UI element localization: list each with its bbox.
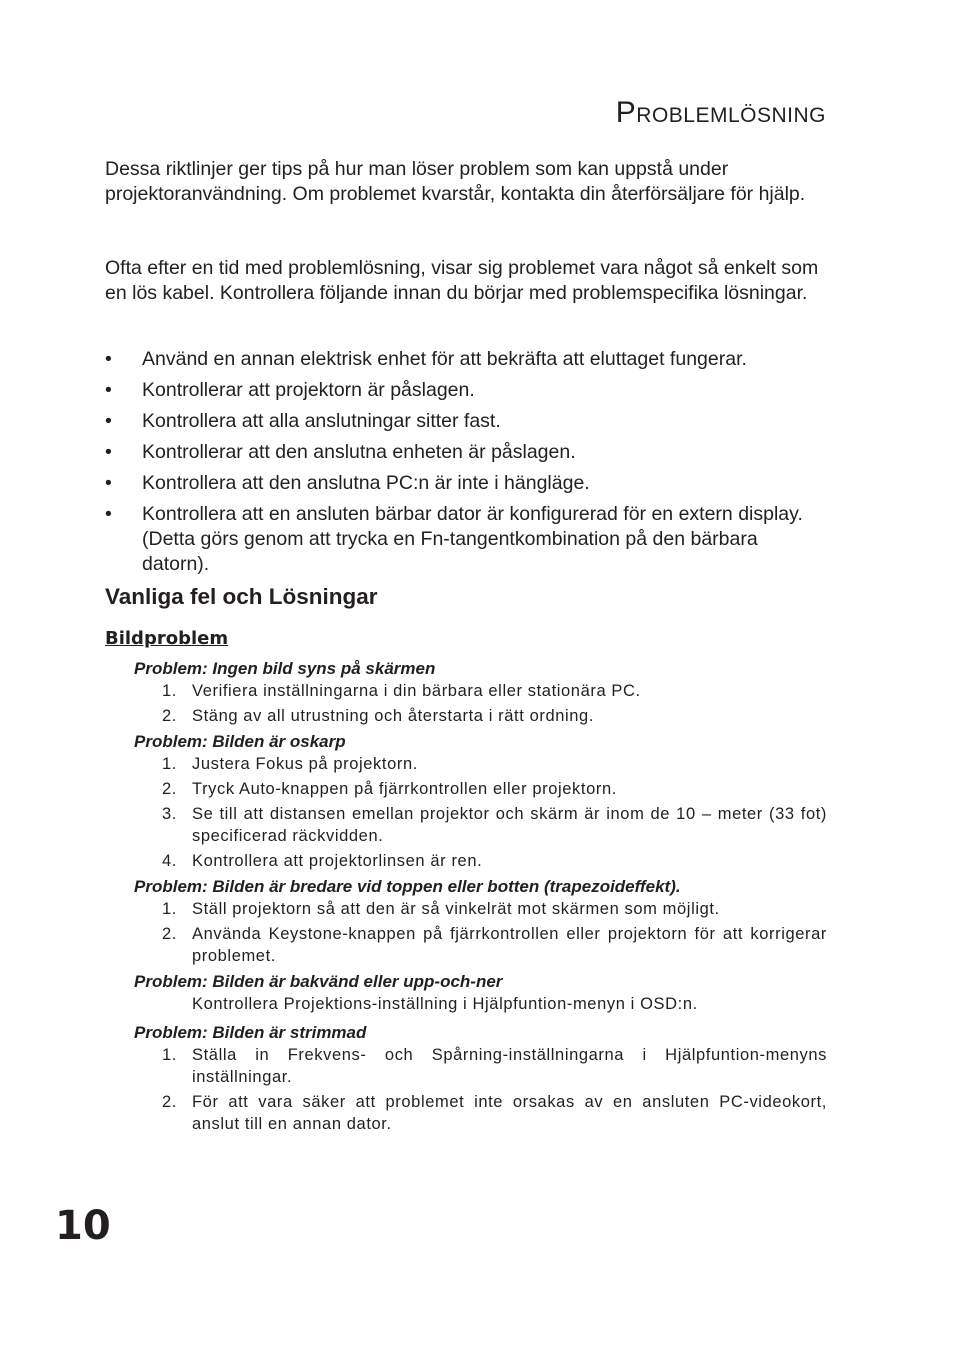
solution-step [134,705,827,727]
step-text: Tryck Auto-knappen på fjärrkontrollen eller projektorn. [192,780,617,798]
solution-step [134,898,827,920]
checklist-item-text: Kontrollera att den anslutna PC:n är inte i hängläge. [142,472,590,494]
problem-title: Problem: Ingen bild syns på skärmen [134,659,436,678]
checklist-item [105,378,830,403]
solution-steps [134,1044,827,1135]
checklist-item [105,409,830,434]
page-title: Problemlösning [615,96,826,129]
section-heading: Vanliga fel och Lösningar [105,584,378,609]
solution-step [134,1044,827,1088]
checklist-item-text: Kontrollerar att den anslutna enheten är påslagen. [142,441,576,463]
solution-step [134,803,827,847]
step-number: 2. [162,925,177,943]
checklist [105,347,830,583]
step-number: 4. [162,852,177,870]
step-number: 2. [162,780,177,798]
problem-block [134,1021,827,1135]
step-text: Kontrollera att projektorlinsen är ren. [192,852,483,870]
step-text: För att vara säker att problemet inte orsakas av en ansluten PC-videokort, anslut till en annan dator. [192,1093,827,1133]
problem-title: Problem: Bilden är strimmad [134,1023,367,1042]
solution-steps [134,898,827,967]
solution-step [134,923,827,967]
checklist-item-text: Använd en annan elektrisk enhet för att bekräfta att eluttaget fungerar. [142,348,747,370]
step-text: Verifiera inställningarna i din bärbara eller stationära PC. [192,682,641,700]
solution-step [134,680,827,702]
step-text: Stäng av all utrustning och återstarta i rätt ordning. [192,707,595,725]
bullet-icon: • [105,503,112,525]
step-number: 3. [162,805,177,823]
checklist-item [105,471,830,496]
problem-block [134,875,827,967]
checklist-item [105,440,830,465]
solution-step [134,778,827,800]
step-number: 1. [162,755,177,773]
solution-step [134,850,827,872]
intro-paragraph: Dessa riktlinjer ger tips på hur man löser problem som kan uppstå under projektoranvändning. Om problemet kvarstår, kontakta din återförsäljare för hjälp. [105,158,806,205]
step-text: Justera Fokus på projektorn. [192,755,418,773]
subsection-heading: Bildproblem [105,628,229,649]
bullet-icon: • [105,472,112,494]
step-text: Se till att distansen emellan projektor och skärm är inom de 10 – meter (33 fot) specificerad räckvidden. [192,805,827,845]
step-text: Ställa in Frekvens- och Spårning-inställningarna i Hjälpfuntion-menyns inställningar. [192,1046,827,1086]
bullet-icon: • [105,410,112,432]
checklist-item-text: Kontrollera att en ansluten bärbar dator är konfigurerad för en extern display. (Detta görs genom att trycka en Fn-tangentkombination på den bärbara datorn). [142,503,803,575]
problem-block [134,657,827,727]
bullet-icon: • [105,441,112,463]
step-number: 1. [162,900,177,918]
intro-paragraph: Ofta efter en tid med problemlösning, visar sig problemet vara något så enkelt som en lös kabel. Kontrollera följande innan du börjar med problemspecifika lösningar. [105,257,819,304]
solution-steps [134,680,827,727]
problem-block [134,730,827,872]
page-number: 10 [55,1203,111,1249]
checklist-item [105,502,830,577]
problem-title: Problem: Bilden är bakvänd eller upp-och-ner [134,972,503,991]
problem-block [134,970,827,1015]
step-text: Ställ projektorn så att den är så vinkelrät mot skärmen som möjligt. [192,900,720,918]
step-number: 1. [162,1046,177,1064]
solution-text: Kontrollera Projektions-inställning i Hjälpfuntion-menyn i OSD:n. [192,995,698,1013]
step-number: 1. [162,682,177,700]
bullet-icon: • [105,348,112,370]
checklist-item-text: Kontrollera att alla anslutningar sitter fast. [142,410,501,432]
problem-title: Problem: Bilden är oskarp [134,732,346,751]
step-number: 2. [162,1093,177,1111]
problem-list [134,657,827,1138]
problem-title: Problem: Bilden är bredare vid toppen eller botten (trapezoideffekt). [134,877,681,896]
step-text: Använda Keystone-knappen på fjärrkontrollen eller projektorn för att korrigerar problemet. [192,925,827,965]
checklist-item [105,347,830,372]
step-number: 2. [162,707,177,725]
solution-step [134,1091,827,1135]
checklist-item-text: Kontrollerar att projektorn är påslagen. [142,379,475,401]
solution-steps [134,753,827,872]
bullet-icon: • [105,379,112,401]
solution-step [134,753,827,775]
